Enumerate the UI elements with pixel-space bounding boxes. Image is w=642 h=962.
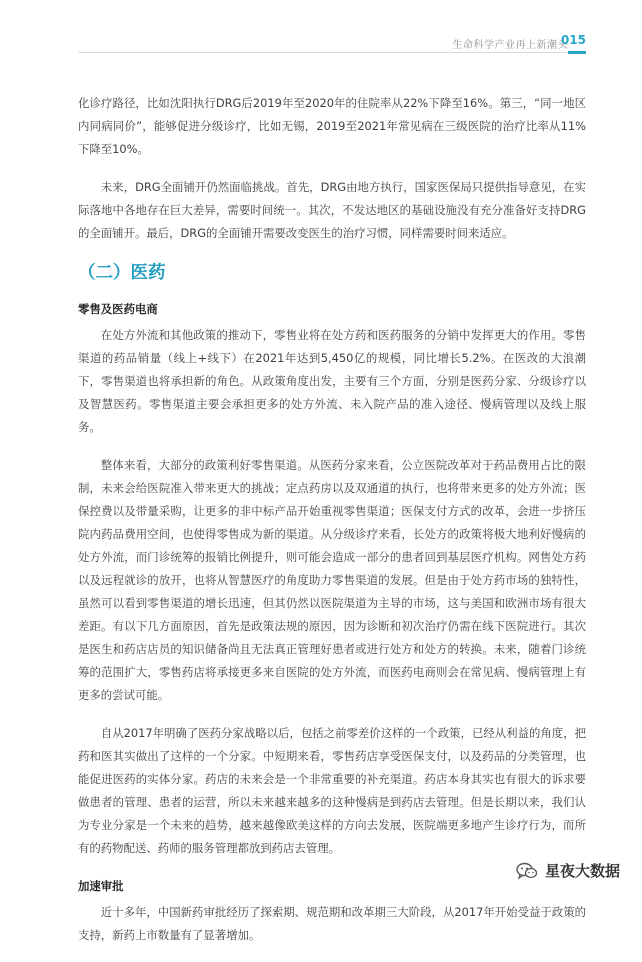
subsection-heading: 加速审批 (78, 879, 124, 893)
paragraph: 自从2017年明确了医药分家战略以后，包括之前零差价这样的一个政策，已经从利益的角度，把药和医其实做出了这样的一个分家。中短期来看，零售药店享受医保支付，以及药品的分类管理，也能促进医药的实体分家。药店的未来会是一个非常重要的补充渠道。药店本身其实也有很大的诉求要做患者的管理、患者的运营，所以未来越来越多的这种慢病是到药店去管理。但是长期以来，我们认为专业分家是一个未来的趋势，越来越像欧美这样的方向去发展，医院端更多地产生诊疗行为，而所有的药物配送、药师的服务管理都放到药店去管理。 (78, 726, 586, 855)
article-body (78, 92, 586, 962)
paragraph: 化诊疗路径，比如沈阳执行DRG后2019年至2020年的住院率从22%下降至16%。第三，“同一地区内同病同价”，能够促进分级诊疗，比如无锡，2019至2021年常见病在三级医院的治疗比率从11%下降至10%。 (78, 96, 586, 156)
section-heading: （二）医药 (78, 263, 166, 283)
page-number: 015 (560, 33, 586, 47)
paragraph: 整体来看，大部分的政策利好零售渠道。从医药分家来看，公立医院改革对于药品费用占比的限制，未来会给医院准入带来更大的挑战；定点药房以及双通道的执行，也将带来更多的处方外流；医保控费以及带量采购，让更多的非中标产品开始重视零售渠道；医保支付方式的改革，会进一步挤压院内药品费用空间，也使得零售成为新的渠道。从分级诊疗来看，长处方的政策将极大地利好慢病的处方外流，而门诊统筹的报销比例提升，则可能会造成一部分的患者回到基层医疗机构。网售处方药以及远程就诊的放开，也将从智慧医疗的角度助力零售渠道的发展。但是由于处方药市场的独特性，虽然可以看到零售渠道的增长迅速，但其仍然以医院渠道为主导的市场，这与美国和欧洲市场有很大差距。有以下几方面原因，首先是政策法规的原因，因为诊断和初次治疗仍需在线下医院进行。其次是医生和药店店员的知识储备尚且无法真正管理好患者或进行处方和处方的转换。未来，随着门诊统筹的范围扩大，零售药店将承接更多来自医院的处方外流，而医药电商则会在常见病、慢病管理上有更多的尝试可能。 (78, 458, 586, 702)
header-accent-bar (568, 51, 586, 54)
watermark-text: 星夜大数据 (544, 862, 620, 880)
watermark (516, 860, 620, 881)
running-header-title: 生命科学产业再上新潮头 (452, 40, 568, 51)
wechat-icon (516, 862, 538, 880)
subsection-heading: 零售及医药电商 (78, 302, 158, 316)
paragraph: 在处方外流和其他政策的推动下，零售业将在处方药和医药服务的分销中发挥更大的作用。零售渠道的药品销量（线上+线下）在2021年达到5,450亿的规模，同比增长5.2%。在医改的大浪潮下，零售渠道也将承担新的角色。从政策角度出发，主要有三个方面，分别是医药分家、分级诊疗以及智慧医药。零售渠道主要会承担更多的处方外流、未入院产品的准入途径、慢病管理以及线上服务。 (78, 328, 586, 434)
header-divider (78, 52, 586, 53)
paragraph: 未来，DRG全面铺开仍然面临挑战。首先，DRG由地方执行，国家医保局只提供指导意见，在实际落地中各地存在巨大差异，需要时间统一。其次，不发达地区的基础设施没有充分准备好支持DRG的全面铺开。最后，DRG的全面铺开需要改变医生的治疗习惯，同样需要时间来适应。 (78, 180, 586, 240)
paragraph: 近十多年，中国新药审批经历了探索期、规范期和改革期三大阶段，从2017年开始受益于政策的支持，新药上市数量有了显著增加。 (78, 905, 586, 942)
